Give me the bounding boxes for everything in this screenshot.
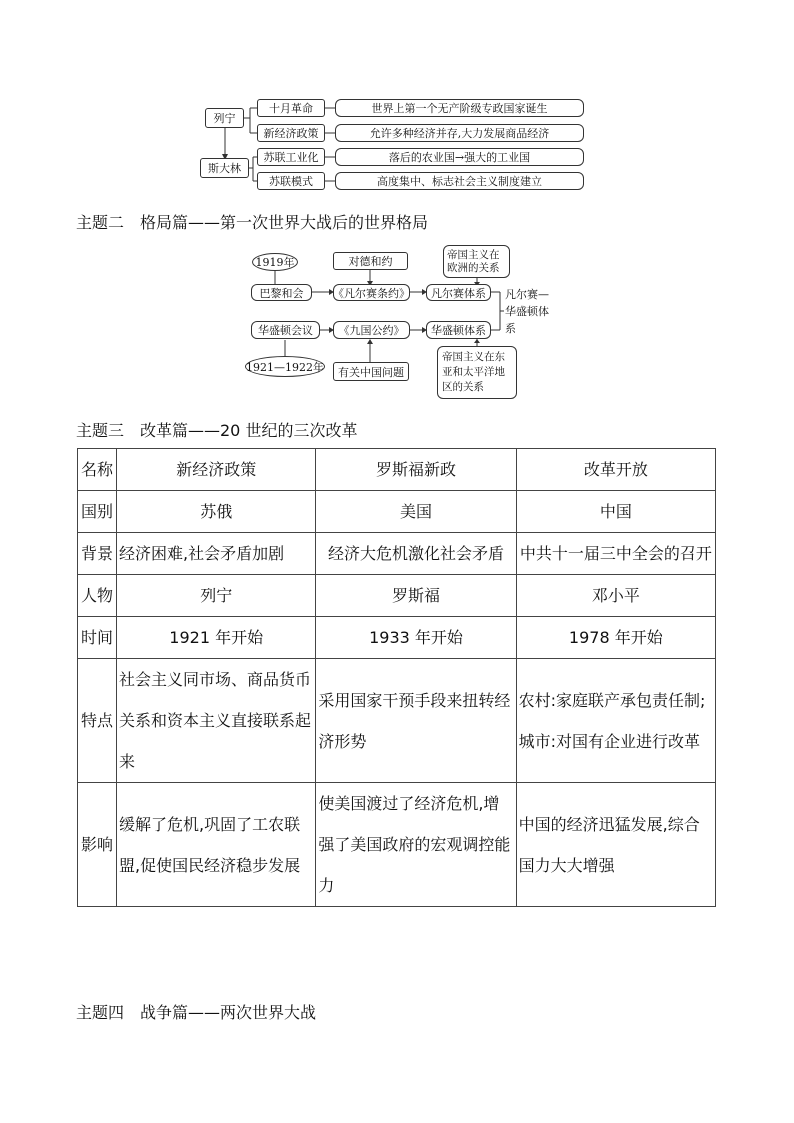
table-cell: 经济大危机激化社会矛盾: [316, 533, 516, 575]
nep-label: 新经济政策: [257, 124, 325, 142]
year-1921-1922-node: 1921—1922年: [245, 356, 325, 377]
industrialization-label: 苏联工业化: [257, 148, 325, 166]
table-cell: 使美国渡过了经济危机,增强了美国政府的宏观调控能力: [316, 783, 516, 907]
nine-power-treaty-node: 《九国公约》: [333, 321, 410, 339]
table-row: [78, 783, 716, 907]
versailles-treaty-node: 《凡尔赛条约》: [333, 284, 410, 301]
washington-system-node: 华盛顿体系: [426, 321, 491, 339]
paris-conference-node: 巴黎和会: [251, 284, 312, 301]
theme2-title: 主题二 格局篇——第一次世界大战后的世界格局: [76, 213, 429, 232]
china-issue-node: 有关中国问题: [333, 362, 409, 381]
versailles-system-node: 凡尔赛体系: [426, 284, 491, 301]
year-1919-node: 1919年: [252, 253, 298, 271]
table-cell: 中国: [516, 491, 715, 533]
table-cell: 采用国家干预手段来扭转经济形势: [316, 659, 516, 783]
table-cell: [516, 659, 715, 783]
table-row: [78, 659, 716, 783]
table-cell: 1933 年开始: [316, 617, 516, 659]
lenin-node: 列宁: [205, 108, 244, 128]
soviet-model-label: 苏联模式: [257, 172, 325, 190]
table-cell: 列宁: [117, 575, 316, 617]
asia-relation-node: 帝国主义在东亚和太平洋地区的关系: [437, 346, 517, 399]
table-cell: 苏俄: [117, 491, 316, 533]
october-revolution-label: 十月革命: [257, 99, 325, 117]
table-cell: 改革开放: [516, 449, 715, 491]
nep-desc: 允许多种经济并存,大力发展商品经济: [335, 124, 584, 142]
table-cell: 邓小平: [516, 575, 715, 617]
feature-urban: 城市:对国有企业进行改革: [518, 731, 701, 751]
table-cell: 1978 年开始: [516, 617, 715, 659]
table-cell: 背景: [78, 533, 117, 575]
table-row: [78, 491, 716, 533]
theme3-title: 主题三 改革篇——20 世纪的三次改革: [76, 421, 358, 440]
table-row: [78, 617, 716, 659]
soviet-model-desc: 高度集中、标志社会主义制度建立: [335, 172, 584, 190]
table-row: [78, 449, 716, 491]
feature-rural: 农村:家庭联产承包责任制;: [518, 690, 706, 710]
table-row: [78, 533, 716, 575]
table-cell: 美国: [316, 491, 516, 533]
europe-relation-node: 帝国主义在欧洲的关系: [443, 245, 510, 278]
table-cell: 社会主义同市场、商品货币关系和资本主义直接联系起来: [117, 659, 316, 783]
theme4-title: 主题四 战争篇——两次世界大战: [76, 1003, 317, 1022]
table-cell: 中共十一届三中全会的召开: [516, 533, 715, 575]
versailles-washington-system: 凡尔赛—华盛顿体系: [505, 288, 549, 335]
table-cell: 时间: [78, 617, 117, 659]
treaty-germany-node: 对德和约: [333, 252, 408, 270]
stalin-node: 斯大林: [200, 158, 249, 178]
table-cell: 缓解了危机,巩固了工农联盟,促使国民经济稳步发展: [117, 783, 316, 907]
table-cell: 经济困难,社会矛盾加剧: [117, 533, 316, 575]
table-cell: 人物: [78, 575, 117, 617]
table-cell: 名称: [78, 449, 117, 491]
table-cell: 1921 年开始: [117, 617, 316, 659]
table-cell: 新经济政策: [117, 449, 316, 491]
reform-comparison-table: [77, 448, 716, 907]
table-cell: 国别: [78, 491, 117, 533]
table-cell: 影响: [78, 783, 117, 907]
table-cell: 中国的经济迅猛发展,综合国力大大增强: [516, 783, 715, 907]
table-cell: 罗斯福新政: [316, 449, 516, 491]
october-revolution-desc: 世界上第一个无产阶级专政国家诞生: [335, 99, 584, 117]
industrialization-desc: 落后的农业国→强大的工业国: [335, 148, 584, 166]
table-row: [78, 575, 716, 617]
table-cell: 罗斯福: [316, 575, 516, 617]
table-cell: 特点: [78, 659, 117, 783]
washington-conference-node: 华盛顿会议: [251, 321, 320, 339]
